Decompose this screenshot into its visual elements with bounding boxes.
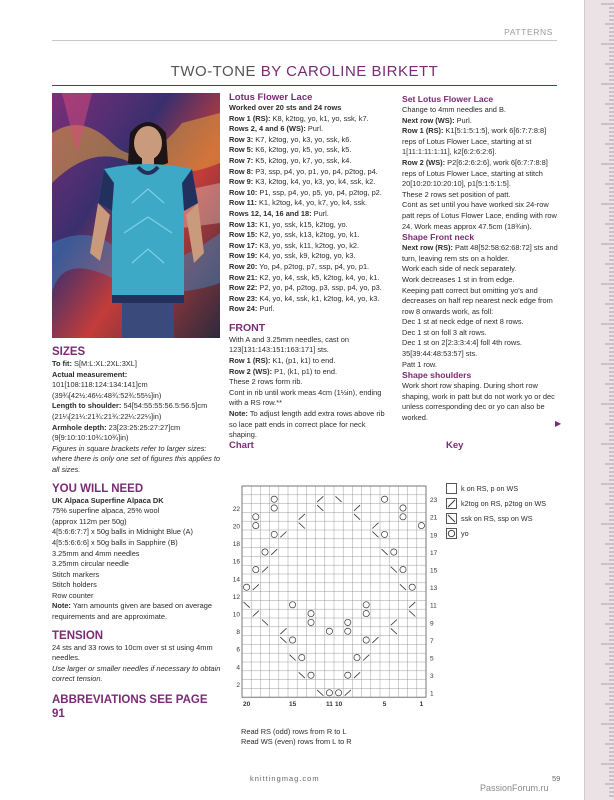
lotus-row-text: Purl. (307, 124, 324, 134)
middle-column (229, 92, 389, 441)
set-lace-next-text: Purl. (456, 115, 472, 125)
lotus-row (229, 241, 389, 252)
chart-row-label: 1 (430, 690, 434, 698)
right-column (402, 94, 562, 424)
chart-row-label: 19 (430, 532, 438, 540)
lotus-row-text: K3, yo, ssk, k11, k2tog, yo, k2. (259, 240, 360, 250)
chart-stitch-label: 20 (242, 701, 251, 709)
key-k2tog (446, 498, 546, 513)
need-note-label: Note: (52, 601, 71, 611)
front-heading: FRONT (229, 321, 266, 334)
chart-row-label: 15 (430, 567, 438, 575)
chart-reading-note (241, 727, 352, 747)
lotus-row (229, 177, 389, 188)
lotus-row (229, 156, 389, 167)
chart-row-label: 14 (232, 576, 240, 584)
lotus-row (229, 273, 389, 284)
watermark: PassionForum.ru (480, 783, 549, 793)
material-item: 3.25mm circular needle (52, 559, 129, 569)
ssk-symbol-icon (446, 513, 457, 524)
material-item: Stitch holders (52, 580, 97, 590)
left-column (52, 345, 222, 721)
chart-row-label: 8 (236, 629, 240, 637)
photo-illustration (52, 93, 220, 338)
neck-line: Keeping patt correct but omitting yo's and decreases on half rep nearest neck edge from row 8 onwards work, as foll: (402, 285, 553, 316)
neck-next-text: Patt 48[52:58:62:68:72] sts and turn, leaving rem sts on a holder. (402, 243, 558, 263)
chart-stitch-label: 1 (419, 701, 424, 709)
key-ssk (446, 513, 546, 528)
yo-symbol-icon (446, 528, 457, 539)
chart-row-label: 16 (232, 558, 240, 566)
lotus-row-label: Row 20: (229, 261, 258, 271)
model-photo (52, 93, 220, 338)
lotus-row-text: P2, yo, p4, p2tog, p3, ssp, p4, yo, p3. (259, 283, 382, 293)
material-item: (approx 112m per 50g) (52, 516, 127, 526)
lotus-intro: Worked over 20 sts and 24 rows (229, 103, 342, 112)
lotus-row-label: Row 11: (229, 198, 257, 208)
lotus-row (229, 262, 389, 273)
front-note-label: Note: (229, 409, 248, 419)
need-note-text: Yarn amounts given are based on average requirements and are approximate. (52, 601, 212, 622)
front-row1-label: Row 1 (RS): (229, 356, 271, 366)
lotus-row (229, 230, 389, 241)
lotus-row-label: Rows 2, 4 and 6 (WS): (229, 124, 306, 134)
knit-symbol-icon (446, 483, 457, 494)
set-lace-next-label: Next row (WS): (402, 115, 455, 125)
materials-list (52, 506, 222, 601)
lotus-row (229, 114, 389, 125)
neck-line: Dec 1 st on 2[2:3:3:4:4] foll 4th rows. (402, 338, 522, 348)
lotus-row (229, 135, 389, 146)
key-k2tog-label: k2tog on RS, p2tog on WS (461, 499, 547, 508)
lotus-row-label: Row 22: (229, 283, 258, 293)
length-value: 54[54:55:55:56.5:56.5]cm (21¼[21¼:21¾:21¾:22¼:22¼]in) (52, 401, 208, 421)
chart-row-label: 4 (236, 664, 240, 672)
lotus-row-label: Row 7: (229, 155, 254, 165)
chart-label: Chart (229, 440, 254, 451)
chart-row-label: 13 (430, 585, 438, 593)
sizes-note: Figures in square brackets refer to larger sizes: where there is only one set of figures this applies to all sizes. (52, 443, 221, 474)
chart-stitch-label: 10 (334, 701, 343, 709)
chart-row-label: 10 (232, 611, 240, 619)
sizes-heading: SIZES (52, 346, 86, 358)
material-item: 4[5:6:6:7:7] x 50g balls in Midnight Blue (A) (52, 527, 193, 537)
set-lace-row1-label: Row 1 (RS): (402, 126, 444, 136)
tension-note: Use larger or smaller needles if necessary to obtain correct tension. (52, 663, 221, 684)
shoulders-heading: Shape shoulders (402, 370, 472, 381)
lotus-row (229, 220, 389, 231)
lotus-row (229, 294, 389, 305)
chart-row-label: 3 (430, 673, 434, 681)
material-item: Stitch markers (52, 569, 100, 579)
neck-line: Patt 1 row. (402, 359, 437, 369)
lotus-row-text: P3, ssp, p4, yo, p1, yo, p4, p2tog, p4. (255, 166, 378, 176)
key-label: Key (446, 440, 464, 451)
lotus-row-label: Row 24: (229, 304, 258, 314)
armhole-label: Armhole depth: (52, 422, 107, 432)
chart-stitch-label: 15 (288, 701, 297, 709)
chart-row-label: 12 (232, 593, 240, 601)
neck-line: 35[39:44:48:53:57] sts. (402, 349, 478, 359)
lotus-row-list (229, 114, 389, 315)
chart-row-label: 5 (430, 655, 434, 663)
lotus-row (229, 198, 389, 209)
neck-heading: Shape Front neck (402, 232, 475, 243)
header-divider (52, 40, 557, 41)
front-row1-text: K1, (p1, k1) to end. (272, 356, 336, 366)
chart-row-label: 17 (430, 549, 438, 557)
lotus-row-text: P1, ssp, p4, yo, p5, yo, p4, p2tog, p2. (259, 187, 382, 197)
lotus-row (229, 124, 389, 135)
chart-row-label: 21 (430, 514, 438, 522)
length-label: Length to shoulder: (52, 401, 122, 411)
lotus-row (229, 251, 389, 262)
lotus-heading: Lotus Flower Lace (229, 92, 313, 103)
title-divider (52, 85, 557, 86)
lotus-row (229, 209, 389, 220)
lotus-row-label: Row 3: (229, 134, 254, 144)
chart-row-label: 6 (236, 646, 240, 654)
set-lace-change: Change to 4mm needles and B. (402, 105, 506, 114)
neck-line: Dec 1 st at neck edge of next 8 rows. (402, 317, 524, 327)
material-item: Row counter (52, 590, 94, 600)
material-item: 4[5:5:6:6:6] x 50g balls in Sapphire (B) (52, 537, 178, 547)
key-yo-label: yo (461, 529, 469, 538)
chart-row-label: 22 (232, 505, 240, 513)
front-cast-on: With A and 3.25mm needles, cast on 123[131:143:151:163:171] sts. (229, 334, 349, 355)
lotus-row (229, 304, 389, 315)
lace-chart (228, 482, 438, 724)
neck-next-label: Next row (RS): (402, 243, 453, 253)
lotus-row (229, 167, 389, 178)
neck-line: Work each side of neck separately. (402, 264, 517, 274)
key-yo (446, 528, 546, 543)
key-knit-label: k on RS, p on WS (461, 484, 519, 493)
front-note-text: To adjust length add extra rows above rib so lace patt ends in correct place for neck shaping. (229, 409, 385, 440)
set-lace-position: These 2 rows set position of patt. (402, 189, 511, 199)
material-item: 75% superfine alpaca, 25% wool (52, 506, 160, 516)
neck-instructions (402, 264, 562, 370)
set-lace-row1-text: K1[5:1:5:1:5], work 6[6:7:7:8:8] reps of Lotus Flower Lace, starting at st 1[11:1:11:1:11], k2[6:2:6:2:6]. (402, 126, 547, 157)
chart-row-label: 9 (430, 620, 434, 628)
chart-note-ws: Read WS (even) rows from L to R (241, 737, 352, 746)
chart-key (446, 483, 546, 543)
set-lace-row2-text: P2[6:2:6:2:6], work 6[6:7:7:8:8] reps of Lotus Flower Lace, starting at stitch 20[10:20:10:20:10], p1[5:1:5:1:5]. (402, 157, 548, 189)
tension-text: 24 sts and 33 rows to 10cm over st st using 4mm needles. (52, 642, 213, 663)
lotus-row-label: Rows 12, 14, 16 and 18: (229, 208, 312, 218)
lotus-row (229, 188, 389, 199)
lotus-row-text: K5, k2tog, yo, k7, yo, ssk, k4. (255, 155, 352, 165)
lotus-row-label: Row 8: (229, 166, 254, 176)
lotus-row-text: Purl. (313, 208, 329, 218)
neck-line: Dec 1 st on foll 3 alt rows. (402, 327, 487, 337)
chart-row-label: 2 (236, 681, 240, 689)
chart-row-label: 18 (232, 541, 240, 549)
continue-arrow-icon: ▶ (555, 419, 562, 428)
front-row2-label: Row 2 (WS): (229, 366, 273, 376)
lotus-row-label: Row 13: (229, 219, 258, 229)
lotus-row-text: K1, k2tog, k4, yo, k7, yo, k4, ssk. (259, 198, 368, 208)
lotus-row-text: K7, k2tog, yo, k3, yo, ssk, k6. (255, 134, 352, 144)
front-row2-text: P1, (k1, p1) to end. (274, 366, 338, 376)
armhole-value: 23[23:25:25:27:27]cm (9[9:10:10:10¾:10¾]in) (52, 422, 181, 443)
set-lace-continue: Cont as set until you have worked six 24-row patt reps of Lotus Flower Lace, ending with row 24. Work meas approx 47.5cm (18¾in). (402, 200, 557, 231)
lotus-row-label: Row 19: (229, 251, 258, 261)
lotus-row-label: Row 17: (229, 240, 258, 250)
lotus-row-text: K8, k2tog, yo, k1, yo, ssk, k7. (272, 113, 369, 123)
key-ssk-label: ssk on RS, ssp on WS (461, 514, 533, 523)
lotus-row-text: K2, yo, k4, ssk, k5, k2tog, k4, yo, k1. (259, 272, 380, 282)
need-heading: YOU WILL NEED (52, 482, 144, 495)
lotus-row-text: K4, yo, ssk, k9, k2tog, yo, k3. (259, 251, 356, 261)
chart-note-rs: Read RS (odd) rows from R to L (241, 727, 347, 736)
lotus-row-label: Row 1 (RS): (229, 113, 271, 123)
page-number: 59 (552, 774, 561, 783)
lotus-row-text: Purl. (259, 304, 275, 314)
chart-row-label: 23 (430, 497, 438, 505)
actual-label: Actual measurement: (52, 369, 128, 379)
front-continue: Cont in rib until work meas 4cm (1½in), ending with a RS row.** (229, 387, 382, 408)
fit-value: S[M:L:XL:2XL:3XL] (74, 359, 137, 368)
yarn-name: UK Alpaca Superfine Alpaca DK (52, 495, 164, 505)
chart-stitch-label: 5 (382, 701, 387, 709)
actual-value: 101[108:118:124:134:141]cm (39¾[42½:46½:48¾:52¾:55½]in) (52, 380, 162, 400)
lotus-row-label: Row 9: (229, 177, 254, 187)
title-main: TWO-TONE (170, 63, 257, 80)
chart-row-label: 20 (232, 523, 240, 531)
key-knit (446, 483, 546, 498)
section-label: PATTERNS (504, 27, 553, 37)
shoulders-text: Work short row shaping. During short row shaping, work in patt but do not work yo or dec unless corresponding dec or yo can also be worked. (402, 381, 555, 423)
k2tog-symbol-icon (446, 498, 457, 509)
set-lace-row2-label: Row 2 (WS): (402, 157, 446, 167)
lotus-row-label: Row 10: (229, 187, 258, 197)
front-rib-note: These 2 rows form rib. (229, 377, 303, 387)
footer-website: knittingmag.com (250, 774, 320, 783)
ruler-ticks (585, 0, 614, 800)
lotus-row-text: K2, yo, ssk, k13, k2tog, yo, k1. (259, 230, 360, 240)
neck-line: Work decreases 1 st in from edge. (402, 274, 515, 284)
abbreviations-link: ABBREVIATIONS SEE PAGE 91 (52, 694, 208, 721)
lotus-row-label: Row 15: (229, 230, 258, 240)
title-designer: BY CAROLINE BIRKETT (260, 63, 439, 80)
set-lace-heading: Set Lotus Flower Lace (402, 94, 494, 104)
lotus-row (229, 283, 389, 294)
lotus-row-text: Yo, p4, p2tog, p7, ssp, p4, yo, p1. (259, 261, 370, 271)
lotus-row-label: Row 21: (229, 272, 258, 282)
lotus-row-text: K6, k2tog, yo, k5, yo, ssk, k5. (255, 145, 352, 155)
lotus-row-text: K4, yo, k4, ssk, k1, k2tog, k4, yo, k3. (259, 293, 380, 303)
lotus-row-label: Row 23: (229, 293, 258, 303)
material-item: 3.25mm and 4mm needles (52, 548, 140, 558)
lotus-row-text: K1, yo, ssk, k15, k2tog, yo. (259, 219, 348, 229)
lotus-row (229, 145, 389, 156)
chart-row-label: 11 (430, 602, 437, 610)
chart-row-label: 7 (430, 637, 434, 645)
pattern-title (52, 63, 557, 83)
fit-label: To fit: (52, 359, 72, 368)
measuring-ruler (584, 0, 614, 800)
lotus-row-label: Row 5: (229, 145, 254, 155)
chart-stitch-label: 11 (325, 701, 333, 709)
tension-heading: TENSION (52, 629, 104, 642)
lotus-row-text: K3, k2tog, k4, yo, k3, yo, k4, ssk, k2. (255, 177, 376, 187)
